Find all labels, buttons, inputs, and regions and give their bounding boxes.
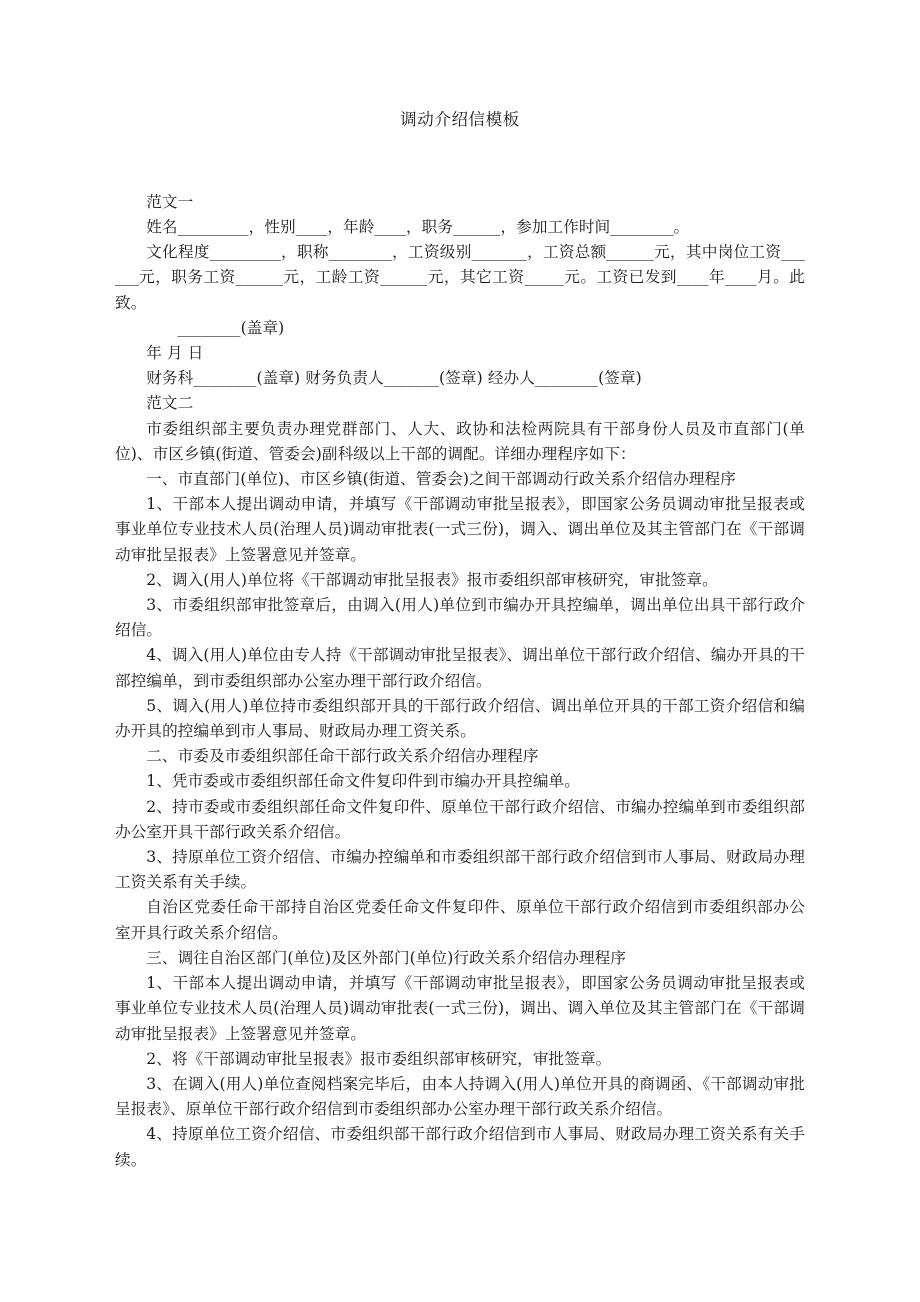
list-item: 4、调入(用人)单位由专人持《干部调动审批呈报表》、调出单位干部行政介绍信、编办开具的干部控编单，到市委组织部办公室办理干部行政介绍信。	[115, 646, 805, 690]
list-item: 2、持市委或市委组织部任命文件复印件、原单位干部行政介绍信、市编办控编单到市委组织部办公室开具干部行政关系介绍信。	[115, 797, 805, 841]
date-line: 年 月 日	[146, 344, 204, 363]
list-item: 1、干部本人提出调动申请，并填写《干部调动审批呈报表》，即国家公务员调动审批呈报表或事业单位专业技术人员(治理人员)调动审批表(一式三份)，调入、调出单位及其主管部门在《干部调动审批呈报表》上签署意见并签章。	[115, 495, 805, 564]
list-item: 1、凭市委或市委组织部任命文件复印件到市编办开具控编单。	[146, 772, 580, 791]
section-heading-fanwen-er: 范文二	[146, 394, 194, 413]
seal-line	[115, 316, 805, 341]
list-item: 5、调入(用人)单位持市委组织部开具的干部行政介绍信、调出单位开具的干部工资介绍信和编办开具的控编单到市人事局、财政局办理工资关系。	[115, 696, 805, 741]
signature-line: 财务科________(盖章) 财务负责人_______(签章) 经办人________(签章)	[146, 369, 642, 388]
title-spacer	[0, 130, 920, 190]
list-item: 3、持原单位工资介绍信、市编办控编单和市委组织部干部行政介绍信到市人事局、财政局办理工资关系有关手续。	[115, 848, 805, 892]
subsection-title-2: 二、市委及市委组织部任命干部行政关系介绍信办理程序	[146, 747, 539, 766]
list-item: 2、调入(用人)单位将《干部调动审批呈报表》报市委组织部审核研究，审批签章。	[146, 570, 718, 589]
list-item: 2、将《干部调动审批呈报表》报市委组织部审核研究，审批签章。	[146, 1049, 612, 1068]
form-line-salary-info: 文化程度_________，职称________，工资级别_______，工资总额______元，其中岗位工资______元，职务工资______元，工龄工资______元，其它工资_____元。工资已发到____年____月。此致。	[115, 243, 805, 312]
list-item: 自治区党委任命干部持自治区党委任命文件复印件、原单位干部行政介绍信到市委组织部办公室开具行政关系介绍信。	[115, 898, 805, 942]
list-item: 4、持原单位工资介绍信、市委组织部干部行政介绍信到市人事局、财政局办理工资关系有关手续。	[115, 1125, 805, 1169]
seal-label: (盖章)	[240, 318, 285, 337]
subsection-title-1: 一、市直部门(单位)、市区乡镇(街道、管委会)之间干部调动行政关系介绍信办理程序	[146, 470, 736, 489]
seal-blank: ________	[177, 318, 241, 337]
list-item: 1、干部本人提出调动申请，并填写《干部调动审批呈报表》，即国家公务员调动审批呈报表或事业单位专业技术人员(治理人员)调动审批表(一式三份)，调出、调入单位及其主管部门在《干部调动审批呈报表》上签署意见并签章。	[115, 974, 805, 1043]
list-item: 3、在调入(用人)单位查阅档案完毕后，由本人持调入(用人)单位开具的商调函、《干部调动审批呈报表》、原单位干部行政介绍信到市委组织部办公室办理干部行政关系介绍信。	[115, 1074, 805, 1119]
section-heading-fanwen-yi: 范文一	[146, 192, 194, 211]
list-item: 3、市委组织部审批签章后，由调入(用人)单位到市编办开具控编单，调出单位出具干部行政介绍信。	[115, 596, 805, 640]
subsection-title-3: 三、调往自治区部门(单位)及区外部门(单位)行政关系介绍信办理程序	[146, 948, 627, 967]
document-body	[0, 190, 920, 1173]
form-line-personal-info: 姓名_________，性别____，年龄____，职务______，参加工作时间________。	[146, 218, 690, 236]
page-title: 调动介绍信模板	[400, 110, 520, 129]
fanwen-er-intro: 市委组织部主要负责办理党群部门、人大、政协和法检两院具有干部身份人员及市直部门(单位)、市区乡镇(街道、管委会)副科级以上干部的调配。详细办理程序如下：	[115, 419, 805, 463]
